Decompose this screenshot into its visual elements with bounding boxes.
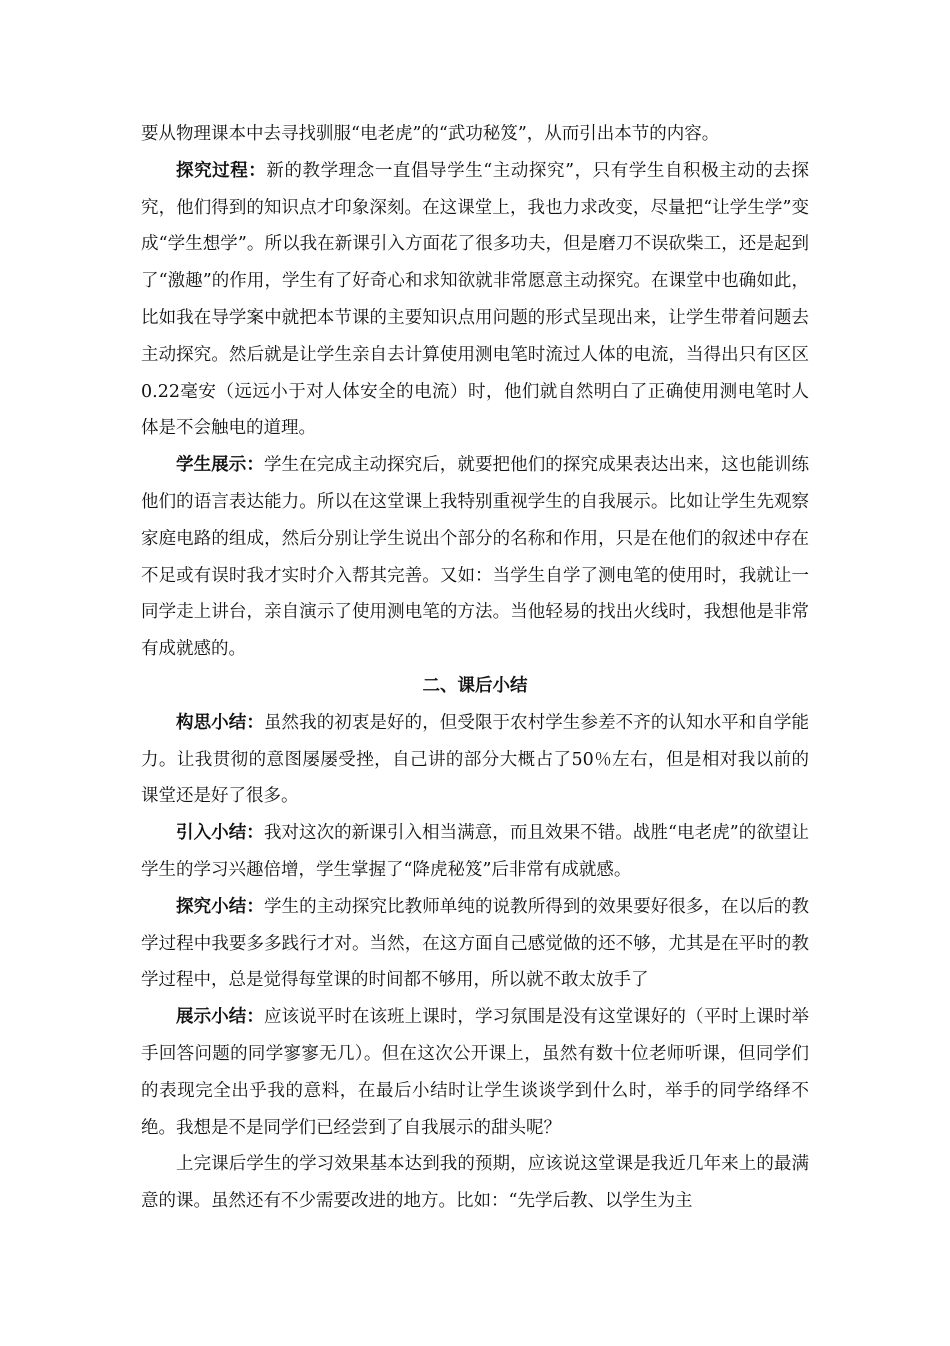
paragraph-label: 引入小结： [176,823,264,844]
paragraph-closing [141,1146,809,1220]
paragraph-text: 学生的主动探究比教师单纯的说教所得到的效果要好很多，在以后的教学过程中我要多多践行才对。当然，在这方面自己感觉做的还不够，尤其是在平时的教学过程中，总是觉得每堂课的时间都不够用，所以就不敢太放手了 [141,896,810,991]
paragraph-text: 应该说平时在该班上课时，学习氛围是没有这堂课好的（平时上课时举手回答问题的同学寥寥无几）。但在这次公开课上，虽然有数十位老师听课，但同学们的表现完全出乎我的意料，在最后小结时让学生谈谈学到什么时，举手的同学络绎不绝。我想是不是同学们已经尝到了自我展示的甜头呢？ [141,1007,810,1138]
paragraph-concept-summary [141,705,809,815]
paragraph-label: 学生展示： [176,455,264,476]
paragraph-student-presentation [141,447,809,668]
section-heading: 二、课后小结 [422,675,528,696]
paragraph-text: 新的教学理念一直倡导学生“主动探究”，只有学生自积极主动的去探究，他们得到的知识点才印象深刻。在这课堂上，我也力求改变，尽量把“让学生学”变成“学生想学”。所以我在新课引入方面花了很多功夫，但是磨刀不误砍柴工，还是起到了“激趣”的作用，学生有了好奇心和求知欲就非常愿意主动探究。在课堂中也确如此，比如我在导学案中就把本节课的主要知识点用问题的形式呈现出来，让学生带着问题去主动探究。然后就是让学生亲自去计算使用测电笔时流过人体的电流，当得出只有区区0.22毫安（远远小于对人体安全的电流）时，他们就自然明白了正确使用测电笔时人体是不会触电的道理。 [141,160,809,439]
paragraph-presentation-summary [141,999,809,1146]
paragraph-text: 上完课后学生的学习效果基本达到我的预期，应该说这堂课是我近几年来上的最满意的课。虽然还有不少需要改进的地方。比如：“先学后教、以学生为主 [141,1154,809,1212]
paragraph-intro-continuation [141,116,809,153]
paragraph-label: 展示小结： [176,1007,264,1028]
paragraph-inquiry-summary [141,889,809,999]
document-body [141,116,809,1220]
paragraph-text: 我对这次的新课引入相当满意，而且效果不错。战胜“电老虎”的欲望让学生的学习兴趣倍增，学生掌握了“降虎秘笈”后非常有成就感。 [141,823,809,880]
paragraph-text: 学生在完成主动探究后，就要把他们的探究成果表达出来，这也能训练他们的语言表达能力。所以在这堂课上我特别重视学生的自我展示。比如让学生先观察家庭电路的组成，然后分别让学生说出个部分的名称和作用，只是在他们的叙述中存在不足或有误时我才实时介入帮其完善。又如：当学生自学了测电笔的使用时，我就让一同学走上讲台，亲自演示了使用测电笔的方法。当他轻易的找出火线时，我想他是非常有成就感的。 [141,455,810,660]
paragraph-text: 虽然我的初衷是好的，但受限于农村学生参差不齐的认知水平和自学能力。让我贯彻的意图屡屡受挫，自己讲的部分大概占了50％左右，但是相对我以前的课堂还是好了很多。 [141,712,810,807]
paragraph-label: 探究过程： [176,160,267,181]
paragraph-label: 探究小结： [176,896,264,917]
paragraph-introduction-summary [141,815,809,889]
paragraph-text: 要从物理课本中去寻找驯服“电老虎”的“武功秘笈”，从而引出本节的内容。 [141,124,720,144]
paragraph-inquiry-process [141,153,809,447]
paragraph-label: 构思小结： [176,712,264,733]
